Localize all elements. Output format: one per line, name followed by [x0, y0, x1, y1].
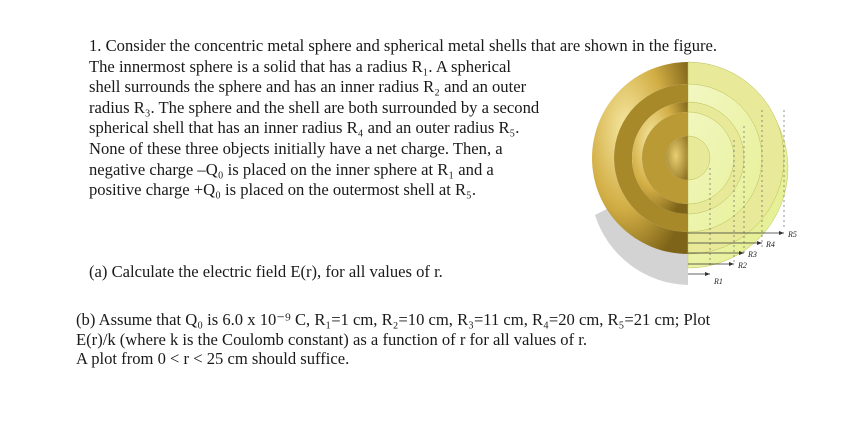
- problem-line-6: None of these three objects initially have a net charge. Then, a: [89, 138, 503, 158]
- label-r5: R5: [788, 230, 797, 239]
- label-r2: R2: [738, 261, 747, 270]
- problem-number: 1.: [89, 36, 102, 55]
- problem-line-7: negative charge –Q₀ is placed on the inner sphere at R₁ and a: [89, 159, 494, 179]
- part-a-question: (a) Calculate the electric field E(r), for all values of r.: [89, 262, 443, 281]
- label-r1: R1: [714, 277, 723, 286]
- part-b-line-1: (b) Assume that Q₀ is 6.0 x 10⁻⁹ C, R₁=1 cm, R₂=10 cm, R₃=11 cm, R₄=20 cm, R₅=21 cm; Plot: [76, 310, 711, 329]
- problem-line-5: spherical shell that has an inner radius R₄ and an outer radius R₅.: [89, 118, 520, 138]
- label-r3: R3: [748, 250, 757, 259]
- problem-line-3: shell surrounds the sphere and has an inner radius R₂ and an outer: [89, 77, 527, 97]
- label-r4: R4: [766, 240, 775, 249]
- part-b-line-3: A plot from 0 < r < 25 cm should suffice.: [76, 349, 350, 368]
- problem-line-4: radius R₃. The sphere and the shell are both surrounded by a second: [89, 97, 540, 117]
- problem-line-2: The innermost sphere is a solid that has a radius R₁. A spherical: [89, 56, 511, 76]
- part-b-line-2: E(r)/k (where k is the Coulomb constant) as a function of r for all values of r.: [76, 329, 588, 349]
- problem-line-8: positive charge +Q₀ is placed on the outermost shell at R₅.: [89, 180, 476, 200]
- problem-line-1: 1. Consider the concentric metal sphere and spherical metal shells that are shown in the figure.: [89, 36, 718, 55]
